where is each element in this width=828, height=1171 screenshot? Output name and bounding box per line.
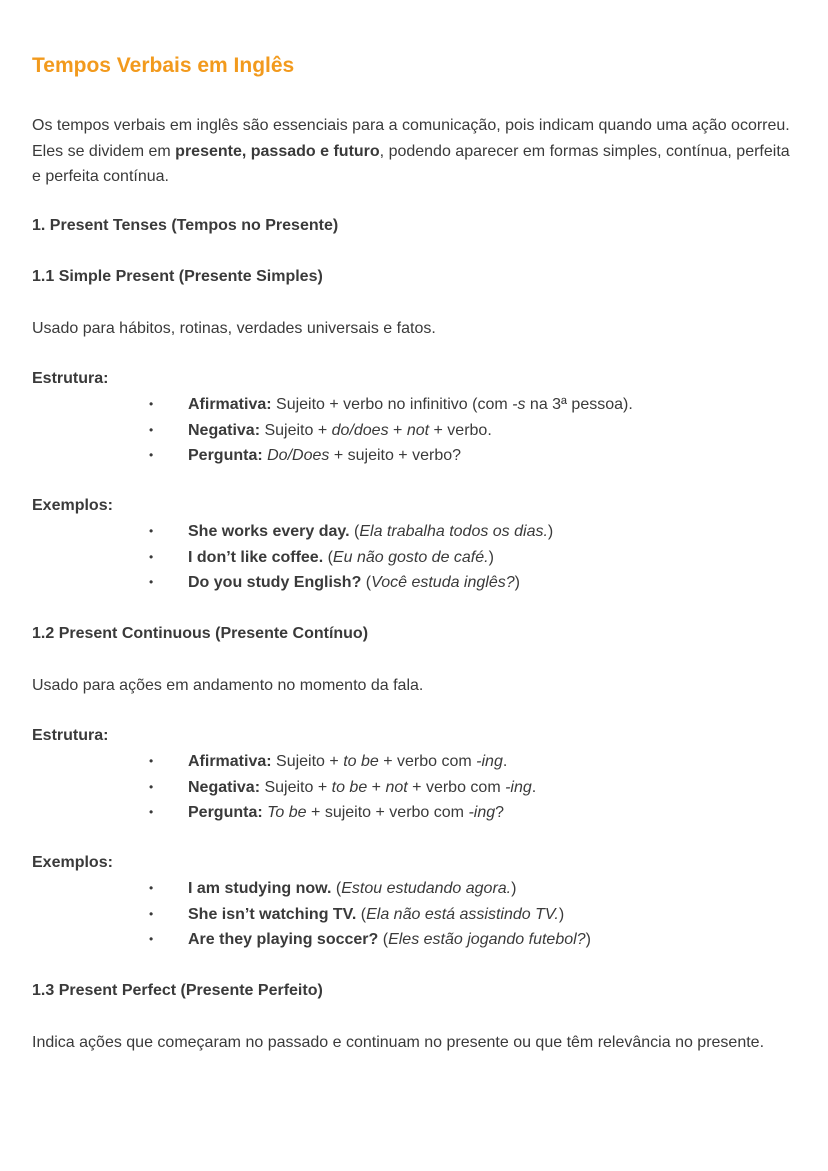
list-item [32,392,633,418]
paren: ( [331,880,342,897]
structure-label: Negativa: [188,778,261,796]
example-translation: Ela trabalha todos os dias. [359,523,548,540]
example-english: She works every day. [188,523,350,540]
bullet-icon: • [149,881,154,895]
example-translation: Você estuda inglês? [371,574,515,592]
list-item [32,749,536,775]
simple-present-examples-label: Exemplos: [32,497,113,514]
bullet-icon: • [149,754,154,768]
structure-italic: not [406,421,430,439]
bullet-icon: • [149,422,154,437]
structure-text: + verbo com [407,778,506,796]
structure-italic: Do/Does [267,447,330,465]
example-english: Do you study English? [188,574,362,592]
structure-text: . [531,778,537,796]
structure-italic: -ing [468,804,496,822]
structure-label: Afirmativa: [188,753,272,770]
list-item [32,443,633,469]
bullet-icon: • [149,906,154,921]
paren: ( [361,574,372,592]
structure-text: + sujeito + verbo com [306,804,469,822]
bullet-icon: • [149,575,154,590]
structure-italic: to be [343,753,379,770]
bullet-icon: • [149,805,154,820]
paren: ( [378,931,389,949]
present-continuous-examples-label: Exemplos: [32,854,113,871]
structure-text: + [388,421,407,439]
example-translation: Eles estão jogando futebol? [388,931,586,949]
structure-italic: do/does [331,421,389,439]
structure-text: ? [495,804,505,822]
intro-text-end: , podendo aparecer em formas simples, contínua, perfeita e perfeita contínua. [32,142,790,185]
subsection-heading-simple-present: 1.1 Simple Present (Presente Simples) [32,268,323,285]
paren: ) [547,523,554,540]
subsection-heading-present-perfect: 1.3 Present Perfect (Presente Perfeito) [32,982,323,999]
structure-italic: To be [267,804,307,822]
paren: ( [349,523,360,540]
paren: ) [511,880,517,897]
structure-text: + verbo com [378,753,477,770]
structure-text: Sujeito + verbo no infinitivo (com [271,396,513,413]
structure-italic: -s [512,396,526,413]
example-english: Are they playing soccer? [188,931,379,949]
present-continuous-examples-list [32,876,591,953]
structure-label: Pergunta: [188,447,263,465]
present-continuous-structure-list [32,749,536,826]
structure-italic: to be [331,778,368,796]
bullet-icon: • [149,397,154,411]
example-english: She isn’t watching TV. [188,905,357,923]
present-continuous-description: Usado para ações em andamento no momento da fala. [32,677,424,694]
structure-italic: -ing [505,778,532,796]
paren: ) [514,574,520,592]
simple-present-examples-list [32,519,553,596]
structure-label: Pergunta: [188,804,263,822]
structure-text: + [367,778,386,796]
example-translation: Estou estudando agora. [341,880,512,897]
structure-text: + verbo. [429,421,492,439]
list-item [32,418,633,444]
structure-text: . [502,753,508,770]
list-item [32,519,553,545]
structure-text: Sujeito + [260,421,332,439]
bullet-icon: • [149,549,154,564]
example-english: I don’t like coffee. [188,548,324,566]
bullet-icon: • [149,448,154,463]
structure-text: + sujeito + verbo? [329,447,462,465]
simple-present-description: Usado para hábitos, rotinas, verdades universais e fatos. [32,320,436,337]
example-translation: Ela não está assistindo TV. [366,905,559,923]
paren: ( [323,548,333,566]
list-item [32,902,591,928]
present-perfect-description: Indica ações que começaram no passado e continuam no presente ou que têm relevância no presente. [32,1034,765,1051]
intro-text: Os tempos verbais em inglês são essenciais para a comunicação, pois indicam quando uma ação ocorreu. Eles se dividem em [32,117,790,160]
structure-italic: -ing [476,753,503,770]
structure-text: Sujeito + [260,778,332,796]
structure-label: Negativa: [188,421,261,439]
list-item [32,927,591,953]
subsection-heading-present-continuous: 1.2 Present Continuous (Presente Contínuo) [32,625,369,642]
structure-text: na 3ª pessoa). [525,396,633,413]
paren: ( [356,905,367,923]
structure-text: Sujeito + [271,753,344,770]
list-item [32,800,536,826]
paren: ) [558,905,565,923]
paren: ) [488,548,494,566]
simple-present-structure-label: Estrutura: [32,370,109,387]
list-item [32,876,591,902]
bullet-icon: • [149,779,154,794]
list-item [32,545,553,571]
list-item [32,775,536,801]
page-title: Tempos Verbais em Inglês [32,54,295,77]
simple-present-structure-list [32,392,633,469]
example-translation: Eu não gosto de café. [332,548,489,566]
section-heading-present-tenses: 1. Present Tenses (Tempos no Presente) [32,217,339,234]
intro-bold-text: presente, passado e futuro [175,142,380,160]
bullet-icon: • [149,932,154,947]
bullet-icon: • [149,524,154,538]
structure-italic: not [385,778,408,796]
intro-paragraph [32,113,802,190]
paren: ) [585,931,591,949]
example-english: I am studying now. [188,880,332,897]
present-continuous-structure-label: Estrutura: [32,727,109,744]
list-item [32,570,553,596]
structure-label: Afirmativa: [188,396,272,413]
